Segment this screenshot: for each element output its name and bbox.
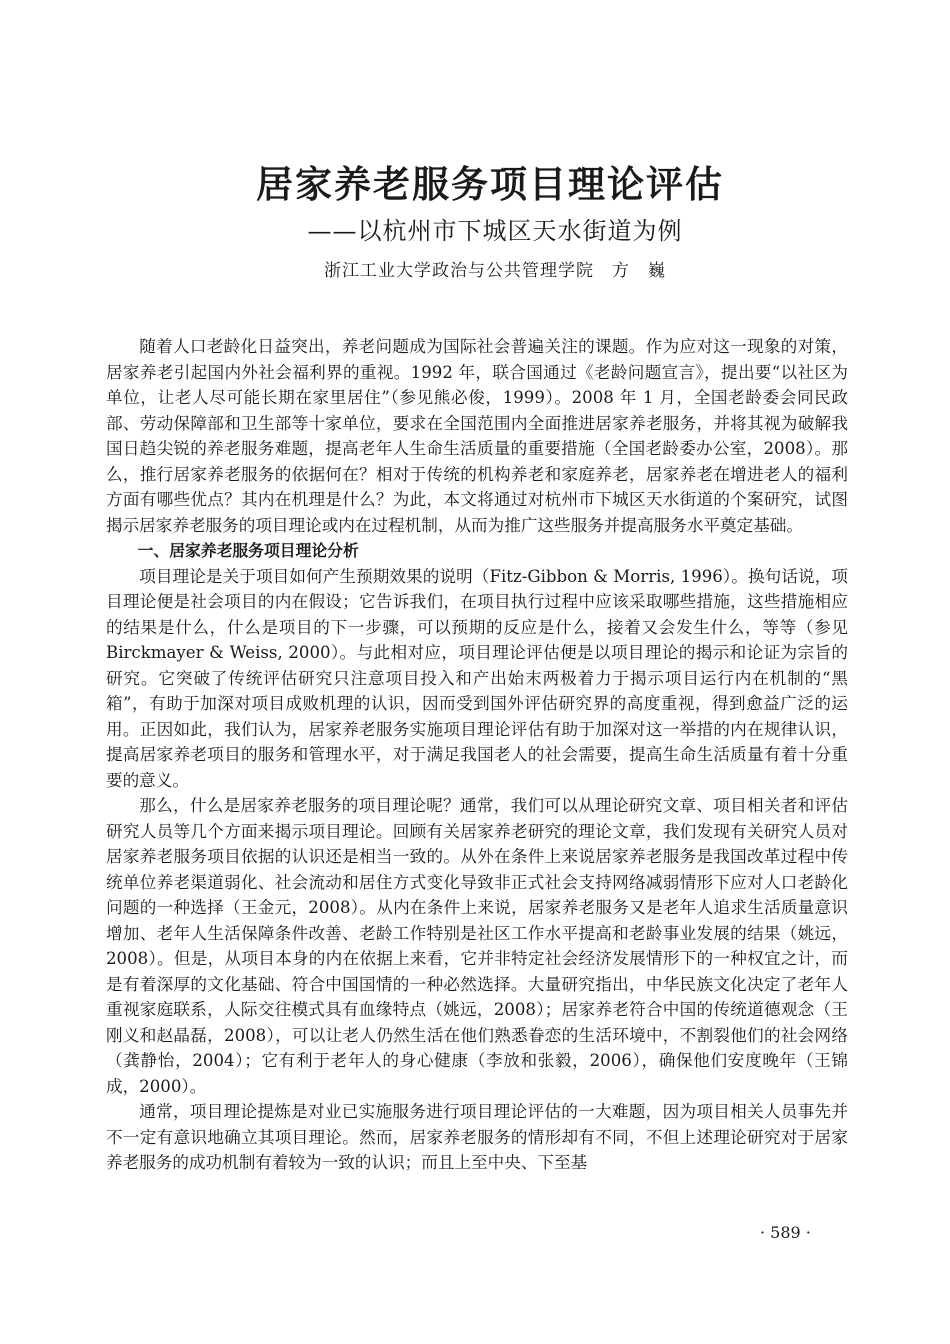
article-body [106,334,848,1176]
paragraph-home-care-theory: 那么，什么是居家养老服务的项目理论呢？通常，我们可以从理论研究文章、项目相关者和评估研究人员等几个方面来揭示项目理论。回顾有关居家养老研究的理论文章，我们发现有关研究人员对居家养老服务项目依据的认识还是相当一致的。从外在条件上来说居家养老服务是我国改革过程中传统单位养老渠道弱化、社会流动和居住方式变化导致非正式社会支持网络减弱情形下应对人口老龄化问题的一种选择（王金元，2008）。从内在条件上来说，居家养老服务又是老年人追求生活质量意识增加、老年人生活保障条件改善、老龄工作特别是社区工作水平提高和老龄事业发展的结果（姚远，2008）。但是，从项目本身的内在依据上来看，它并非特定社会经济发展情形下的一种权宜之计，而是有着深厚的文化基础、符合中国国情的一种必然选择。大量研究指出，中华民族文化决定了老年人重视家庭联系，人际交往模式具有血缘特点（姚远，2008）；居家养老符合中国的传统道德观念（王刚义和赵晶磊，2008），可以让老人仍然生活在他们熟悉眷恋的生活环境中，不割裂他们的社会网络（龚静怡，2004）；它有利于老年人的身心健康（李放和张毅，2006），确保他们安度晚年（王锦成，2000）。 [106,796,848,1096]
section-heading: 一、居家养老服务项目理论分析 [137,541,359,560]
paragraph-program-theory: 项目理论是关于项目如何产生预期效果的说明（Fitz-Gibbon & Morris, 1996）。换句话说，项目理论便是社会项目的内在假设；它告诉我们，在项目执行过程中应该采取哪些措施，这些措施相应的结果是什么，什么是项目的下一步骤，可以预期的反应是什么，接着又会发生什么，等等（参见 Birckmayer & Weiss, 2000）。与此相对应，项目理论评估便是以项目理论的揭示和论证为宗旨的研究。它突破了传统评估研究只注意项目投入和产出始末两极着力于揭示项目运行内在机制的“黑箱”，有助于加深对项目成败机理的认识，因而受到国外评估研究界的高度重视，得到愈益广泛的运用。正因如此，我们认为，居家养老服务实施项目理论评估有助于加深对这一举措的内在规律认识，提高居家养老项目的服务和管理水平，对于满足我国老人的社会需要，提高生命生活质量有着十分重要的意义。 [106,566,848,790]
article-header [0,160,950,284]
author-affiliation: 浙江工业大学政治与公共管理学院 方 巍 [324,261,666,281]
paragraph-theory-extraction: 通常，项目理论提炼是对业已实施服务进行项目理论评估的一大难题，因为项目相关人员事先并不一定有意识地确立其项目理论。然而，居家养老服务的情形却有不同，不但上述理论研究对于居家养老服务的成功机制有着较为一致的认识；而且上至中央、下至基 [106,1102,848,1172]
paragraph-intro: 随着人口老龄化日益突出，养老问题成为国际社会普遍关注的课题。作为应对这一现象的对策，居家养老引起国内外社会福利界的重视。1992 年，联合国通过《老龄问题宣言》，提出要“以社区为单位，让老人尽可能长期在家里居住”（参见熊必俊，1999）。2008 年 1 月，全国老龄委会同民政部、劳动保障部和卫生部等十家单位，要求在全国范围内全面推进居家养老服务，并将其视为破解我国日趋尖锐的养老服务难题，提高老年人生命生活质量的重要措施（全国老龄委办公室，2008）。那么，推行居家养老服务的依据何在？相对于传统的机构养老和家庭养老，居家养老在增进老人的福利方面有哪些优点？其内在机理是什么？为此，本文将通过对杭州市下城区天水街道的个案研究，试图揭示居家养老服务的项目理论或内在过程机制，从而为推广这些服务并提高服务水平奠定基础。 [106,337,848,535]
article-title: 居家养老服务项目理论评估 [256,162,724,206]
article-subtitle: ——以杭州市下城区天水街道为例 [307,217,683,245]
page-number: · 589 · [760,1223,811,1242]
